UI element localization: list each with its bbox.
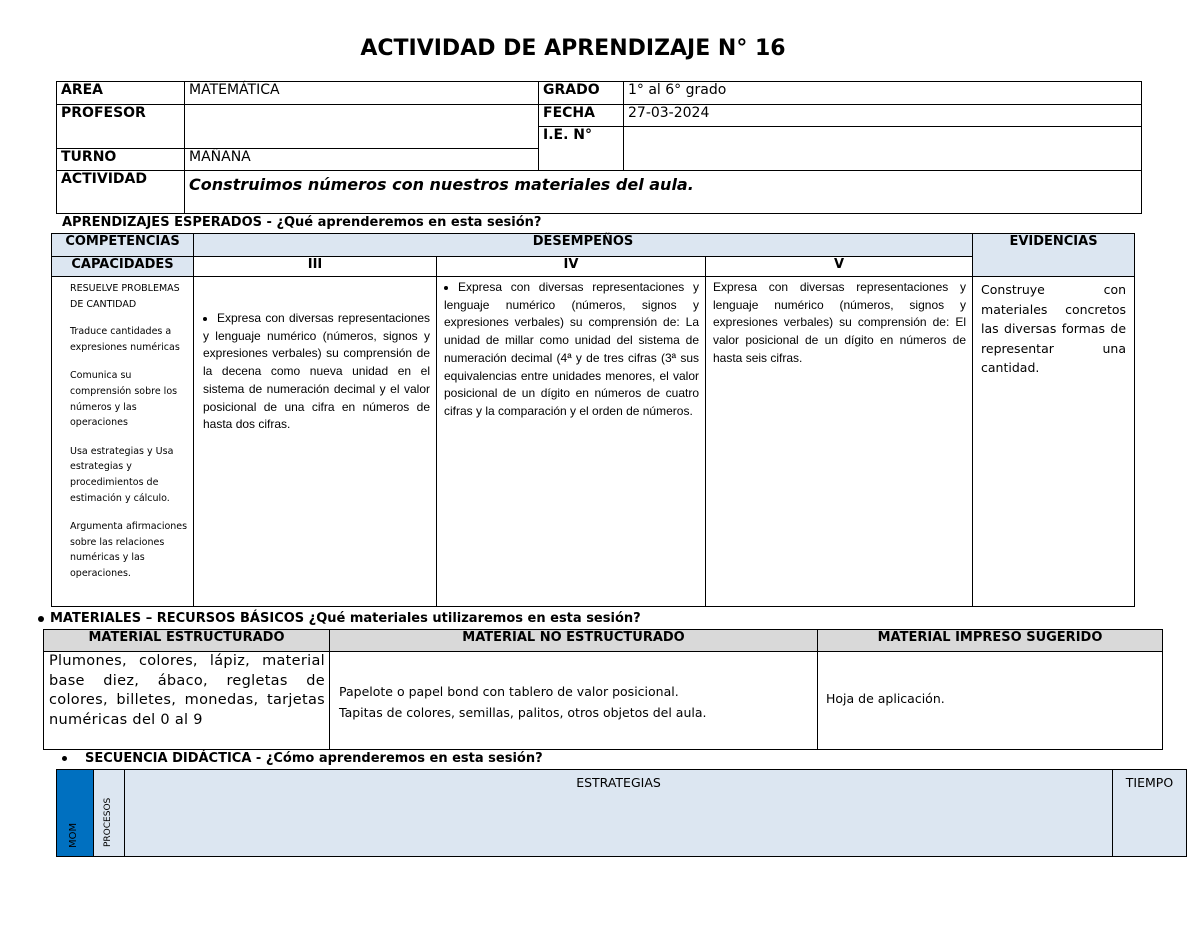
turno-value: MAÑANA bbox=[185, 149, 539, 171]
evidencia-cell bbox=[973, 277, 1135, 607]
desempeno-iv-text: Expresa con diversas representaciones y lenguaje numérico (números, signos y expresiones verbales) su comprensión de: La unidad de millar como unidad del sistema de numeración decimal (4ª y de tres cifras (3ª sus equivalencias entre unidades menores, el valor posicional de un dígito en números de cuatro cifras y la comparación y el orden de números. bbox=[444, 280, 699, 418]
desempeno-v-cell bbox=[706, 277, 973, 607]
secuencia-heading bbox=[62, 751, 543, 766]
evidencia-text: Construye con materiales concretos las diversas formas de representar una cantidad. bbox=[981, 282, 1127, 376]
turno-label: TURNO bbox=[57, 149, 185, 171]
mom-label: MOM bbox=[68, 822, 79, 848]
desempeno-iv-cell bbox=[437, 277, 706, 607]
fecha-value: 27-03-2024 bbox=[624, 105, 1142, 127]
capacidad-item: Argumenta afirmaciones sobre las relaciones numéricas y las operaciones. bbox=[70, 521, 188, 579]
info-table bbox=[56, 81, 1142, 214]
desempenos-header: DESEMPEÑOS bbox=[194, 234, 973, 257]
capacidad-item: Comunica su comprensión sobre los números y las operaciones bbox=[70, 370, 178, 429]
competencias-header: COMPETENCIAS bbox=[52, 234, 194, 257]
material-impreso-header: MATERIAL IMPRESO SUGERIDO bbox=[818, 630, 1163, 652]
material-no-estructurado-line: Papelote o papel bond con tablero de valor posicional. bbox=[339, 684, 679, 699]
grado-label: GRADO bbox=[539, 82, 624, 105]
evidencias-header: EVIDENCIAS bbox=[973, 234, 1135, 277]
material-estructurado-cell: Plumones, colores, lápiz, material base diez, ábaco, regletas de colores, billetes, monedas, tarjetas numéricas del 0 al 9 bbox=[44, 652, 330, 750]
level-iv-header: IV bbox=[437, 257, 706, 277]
materiales-table bbox=[43, 629, 1163, 750]
estrategias-header: ESTRATEGIAS bbox=[125, 770, 1113, 857]
desempeno-iii-text: Expresa con diversas representaciones y lenguaje numérico (números, signos y expresiones verbales) su comprensión de la decena como nueva unidad en el sistema de numeración decimal y el valor posicional de una cifra en números de hasta dos cifras. bbox=[203, 311, 430, 432]
bullet-icon bbox=[203, 317, 207, 321]
capacidad-item: Usa estrategias y Usa estrategias y procedimientos de estimación y cálculo. bbox=[70, 445, 174, 504]
fecha-label: FECHA bbox=[539, 105, 624, 127]
area-value: MATEMÁTICA bbox=[185, 82, 539, 105]
desempeno-iii-cell bbox=[194, 277, 437, 607]
secuencia-table bbox=[56, 769, 1187, 857]
actividad-value: Construimos números con nuestros materiales del aula. bbox=[185, 171, 1142, 214]
material-estructurado-header: MATERIAL ESTRUCTURADO bbox=[44, 630, 330, 652]
capacidad-item: Traduce cantidades a expresiones numéricas bbox=[70, 326, 180, 353]
tiempo-header: TIEMPO bbox=[1113, 770, 1187, 857]
materiales-heading bbox=[38, 611, 641, 626]
page-title: ACTIVIDAD DE APRENDIZAJE N° 16 bbox=[360, 36, 786, 61]
procesos-label: PROCESOS bbox=[103, 797, 113, 847]
profesor-label: PROFESOR bbox=[57, 105, 185, 149]
secuencia-heading-text: SECUENCIA DIDÁCTICA - ¿Cómo aprenderemos en esta sesión? bbox=[85, 751, 543, 766]
capacidades-header: CAPACIDADES bbox=[52, 257, 194, 277]
ie-value bbox=[624, 127, 1142, 171]
procesos-header bbox=[94, 770, 125, 857]
aprendizajes-table bbox=[51, 233, 1135, 607]
material-no-estructurado-line: Tapitas de colores, semillas, palitos, otros objetos del aula. bbox=[339, 705, 707, 720]
aprendizajes-heading: APRENDIZAJES ESPERADOS - ¿Qué aprenderemos en esta sesión? bbox=[62, 215, 542, 230]
material-no-estructurado-header: MATERIAL NO ESTRUCTURADO bbox=[330, 630, 818, 652]
bullet-icon bbox=[444, 286, 448, 290]
bullet-icon bbox=[62, 756, 67, 761]
material-no-estructurado-cell bbox=[330, 652, 818, 750]
bullet-icon bbox=[38, 616, 44, 622]
actividad-label: ACTIVIDAD bbox=[57, 171, 185, 214]
desempeno-v-text: Expresa con diversas representaciones y lenguaje numérico (números, signos y expresiones verbales) su comprensión de: El valor posicional de un dígito en números de hasta seis cifras. bbox=[713, 280, 967, 365]
area-label: AREA bbox=[57, 82, 185, 105]
level-iii-header: III bbox=[194, 257, 437, 277]
competencias-cell bbox=[52, 277, 194, 607]
materiales-heading-text: MATERIALES – RECURSOS BÁSICOS ¿Qué materiales utilizaremos en esta sesión? bbox=[50, 611, 641, 626]
material-impreso-cell: Hoja de aplicación. bbox=[818, 652, 1163, 750]
level-v-header: V bbox=[706, 257, 973, 277]
competencia-text: RESUELVE PROBLEMAS DE CANTIDAD bbox=[70, 283, 180, 310]
grado-value: 1° al 6° grado bbox=[624, 82, 1142, 105]
profesor-value bbox=[185, 105, 539, 149]
mom-header bbox=[57, 770, 94, 857]
ie-label: I.E. N° bbox=[539, 127, 624, 171]
